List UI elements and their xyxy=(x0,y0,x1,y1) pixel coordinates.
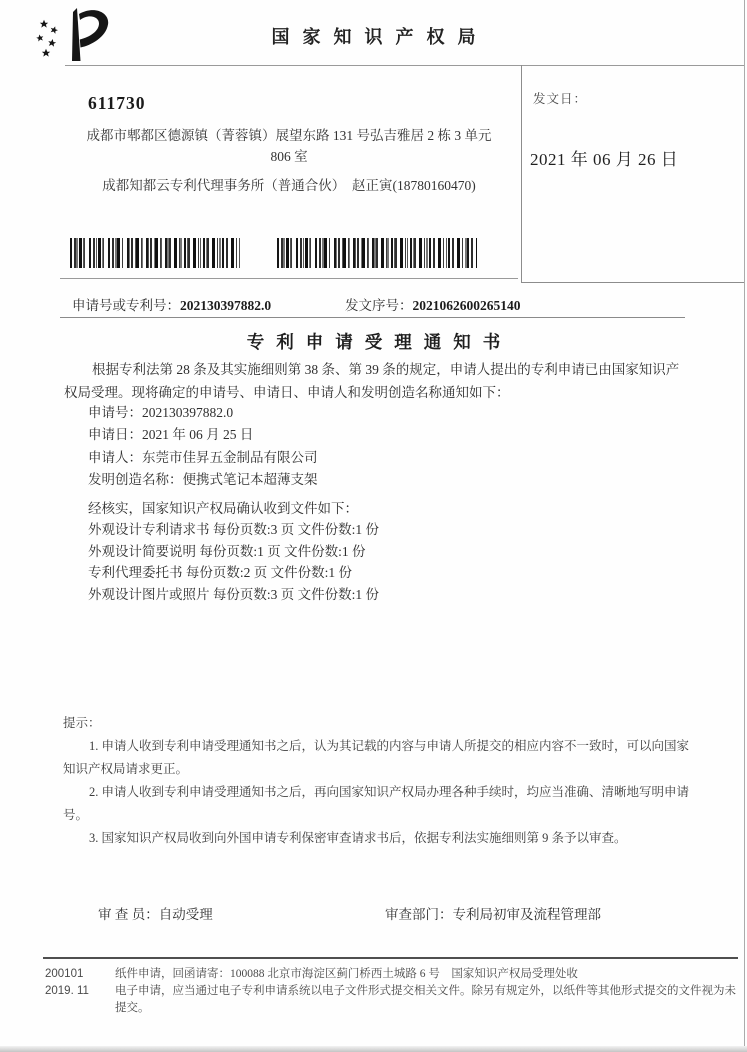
tips-label: 提示： xyxy=(63,716,101,730)
field-label: 申请人： xyxy=(88,449,142,465)
application-number-value: 202130397882.0 xyxy=(180,298,272,313)
tip-item: 1. 申请人收到专利申请受理通知书之后，认为其记载的内容与申请人所提交的相应内容不一致时，可以向国家知识产权局请求更正。 xyxy=(63,739,690,776)
field-label: 申请日： xyxy=(88,427,142,443)
field-label: 申请号： xyxy=(88,405,142,420)
examiner-value: 自动受理 xyxy=(158,907,213,922)
recipient-address-line2: 806 室 xyxy=(270,149,308,164)
org-name-title: 国家知识产权局 xyxy=(271,27,489,47)
dispatch-serial-value: 2021062600265140 xyxy=(412,298,521,313)
department-value: 专利局初审及流程管理部 xyxy=(452,907,601,922)
dispatch-serial xyxy=(345,294,521,314)
dispatch-date-label: 发文日： xyxy=(533,92,588,106)
field-value: 东莞市佳昇五金制品有限公司 xyxy=(142,449,318,465)
notice-intro: 根据专利法第 28 条及其实施细则第 38 条、第 39 条的规定，申请人提出的专利申请已由国家知识产权局受理。现将确定的申请号、申请日、申请人和发明创造名称通知如下： xyxy=(64,362,680,400)
notice-title: 专利申请受理通知书 xyxy=(246,332,513,352)
field-value: 便携式笔记本超薄支架 xyxy=(182,472,318,488)
field-label: 发明创造名称： xyxy=(88,472,183,488)
dispatch-serial-label: 发文序号： xyxy=(345,298,413,313)
reference-divider xyxy=(60,317,685,318)
agency-line: 成都知都云专利代理事务所（普通合伙） 赵正寅(18780160470) xyxy=(102,178,476,193)
recipient-address-line1: 成都市郫都区德源镇（菁蓉镇）展望东路 131 号弘吉雅居 2 栋 3 单元 xyxy=(86,128,492,143)
received-intro: 经核实，国家知识产权局确认收到文件如下： xyxy=(88,501,358,516)
dispatch-date-box xyxy=(521,65,744,283)
barcode-divider xyxy=(60,278,518,279)
examiner-label: 审 查 员： xyxy=(98,907,159,922)
recipient-block xyxy=(65,93,513,194)
footer-electronic-line: 电子申请，应当通过电子专利申请系统以电子文件形式提交相关文件。除另有规定外，以纸件等其他形式提交的文件视为未提交。 xyxy=(115,985,736,1014)
barcode-left xyxy=(70,238,240,268)
field-application-date xyxy=(88,424,318,446)
page-edge-right xyxy=(744,0,745,1052)
field-invention-title xyxy=(88,469,318,491)
footer-divider xyxy=(43,957,738,959)
field-application-number xyxy=(88,402,318,424)
received-documents-list xyxy=(88,519,379,605)
department-label: 审查部门： xyxy=(385,907,453,922)
footer-code-line2: 2019. 11 xyxy=(45,985,89,997)
field-value: 202130397882.0 xyxy=(142,405,234,420)
tip-item: 3. 国家知识产权局收到向外国申请专利保密审查请求书后，依据专利法实施细则第 9 条予以审查。 xyxy=(89,831,627,845)
document-item: 外观设计专利请求书 每份页数:3 页 文件份数:1 份 xyxy=(88,522,380,537)
footer-paper-line: 纸件申请，回函请寄：100088 北京市海淀区蓟门桥西土城路 6 号 国家知识产权局受理处收 xyxy=(115,968,578,980)
examination-department xyxy=(385,903,601,923)
footer-form-codes xyxy=(45,966,89,1000)
document-item: 外观设计图片或照片 每份页数:3 页 文件份数:1 份 xyxy=(88,586,380,602)
tip-item: 2. 申请人收到专利申请受理通知书之后，再向国家知识产权局办理各种手续时，均应当准确、清晰地写明申请号。 xyxy=(63,785,690,822)
application-number xyxy=(72,294,271,314)
document-item: 外观设计简要说明 每份页数:1 页 文件份数:1 份 xyxy=(88,543,366,559)
field-applicant xyxy=(88,447,318,469)
dispatch-date-value: 2021 年 06 月 26 日 xyxy=(530,150,679,169)
application-number-label: 申请号或专利号： xyxy=(72,298,180,313)
page-edge-bottom xyxy=(0,1046,747,1052)
barcode-right xyxy=(277,238,477,268)
document-item: 专利代理委托书 每份页数:2 页 文件份数:1 份 xyxy=(88,565,353,580)
examiner xyxy=(98,903,213,923)
tips-section xyxy=(63,712,690,850)
footer-code-line1: 200101 xyxy=(45,968,84,980)
postal-code: 611730 xyxy=(88,93,146,113)
application-fields xyxy=(88,402,318,492)
field-value: 2021 年 06 月 25 日 xyxy=(142,427,254,443)
footer-instructions xyxy=(115,966,739,1017)
